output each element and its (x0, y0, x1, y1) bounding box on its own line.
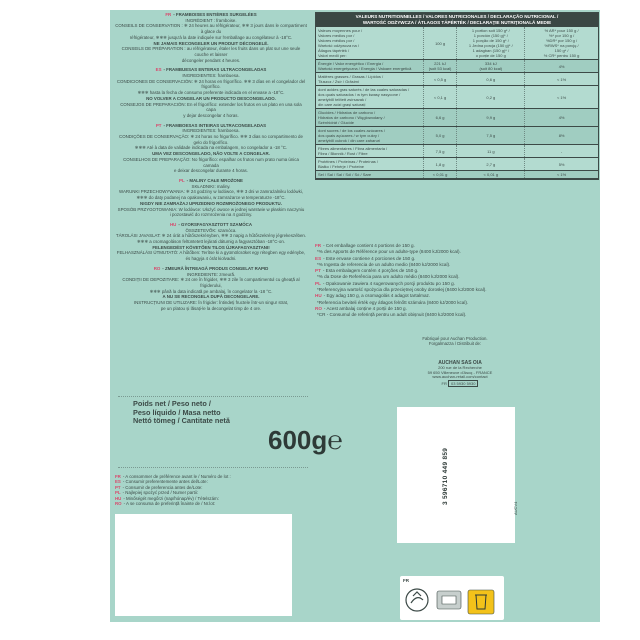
table-row (316, 86, 598, 109)
product-title: - FRAMBUESAS ENTERAS ULTRACONGELADAS (163, 67, 267, 73)
emb-code: FR 03 5930 5930 (400, 382, 520, 387)
ri-value: 8% (525, 127, 598, 145)
note-line: PL - Opakowanie zawiera 4 sugerowanych porcji produktu po 150 g. (315, 280, 455, 286)
per100-value: 6,6 g (423, 109, 457, 127)
lang-code: FR (165, 12, 172, 17)
ri-value: 5% (525, 158, 598, 171)
lang-code: PL (179, 177, 185, 183)
per100-value: 221 kJ (soit 53 kcal) (423, 60, 457, 73)
distributor-address: AUCHAN SAS OIA 200 rue de la Recherche 59 650 Villeneuve d'Ascq - FRANCE www.auchan-retail.com/contact FR 03 5930 5930 (400, 361, 520, 387)
preparation-text: FELHASZNÁLÁSI ÚTMUTATÓ: A hűtőben: Terítse ki a gyümölcsöket egy rétegben egy edénybe, (116, 250, 306, 256)
nutrition-header: VALEURS NUTRITIONNELLES / VALORES NUTRICIONALES / DECLARAÇÃO NUTRICIONAL / WARTOŚĆ ODŻYWCZA / ÁTLAGOS TÁPÉRTÉK / DECLARAȚIE NUTRIȚIONALĂ MEDIE (316, 13, 598, 27)
conservation-text: CONSEILS DE CONSERVATION : ❄ 24 heures au réfrigérateur, ❄❄ 3 jours dans le compartiment à glace du (115, 23, 307, 35)
row-label: Fibres alimentaires / Fibra alimentaria / Fibra / Błonnik / Rost / Fibre (316, 145, 423, 158)
lot-line: ES - Consumir preferentemente antes del/Lote: (115, 479, 208, 485)
conservation-text: CONDICIONES DE CONSERVACIÓN: ❄ 24 horas en frigorífico. ❄❄ 3 días en el congelador del frigorífico. (116, 78, 306, 90)
net-weight-label: Nettó tömeg / Cantitate netă (133, 416, 230, 425)
conservation-text: WARUNKI PRZECHOWYWANIA: ❄ 24 godziny w lodówce, ❄❄ 3 dni w zamrażalniku lodówki, (119, 189, 303, 195)
lot-line: RO - A se consuma de preferință înainte de / Nr.lot: (115, 501, 216, 507)
row-label: Glucides / Hidratos de carbono / Hidratos de carbono / Węglowodany / Szénhidrát / Glucide (316, 109, 423, 127)
recycling-info (400, 576, 504, 620)
weight-number: 600g (268, 425, 328, 455)
contact-url: www.auchan-retail.com/contact (432, 374, 488, 380)
product-title: - MALINY CAŁE MROŻONE (186, 177, 243, 183)
table-row (316, 145, 598, 158)
per100-value: < 0,1 g (423, 86, 457, 109)
row-label: dont acides gras saturés / de las cuales saturadas / dos quais saturados / w tym kwasy nasycone / amelyből telített zsírsavak / din care acizi grași saturați (316, 86, 423, 109)
ingredients: INGREDIENTES: frambuesa. (182, 73, 240, 79)
conservation-warning: NIGDY NIE ZAMRAŻAJ UPRZEDNIO ROZMROŻONEGO PRODUKTU. (140, 200, 282, 206)
net-weight-value (268, 425, 343, 456)
note-line: HU - Egy adag 150 g, a csomagolás 4 adagot tartalmaz. (315, 293, 431, 299)
ingredients: SKŁADNIKI: maliny. (191, 183, 231, 189)
recycle-country: FR (403, 578, 409, 583)
conservation-text: ❄❄❄ a csomagoláson feltüntetett lejárati dátumig a fagyasztóban -18°C-on. (136, 239, 285, 245)
preparation-text: INSTRUCȚIUNI DE UTILIZARE: În frigider: Întindeți fructele într-un singur strat, (133, 300, 289, 306)
ingredients: INGREDIENTES: framboesa. (182, 128, 240, 134)
portion-value: < 0,01 g (457, 171, 525, 179)
note-line: *% da Dose de Referência para um adulto médio (8400 kJ/2000 kcal). (317, 274, 460, 280)
note-line: *Referencyjna wartość spożycia dla przeciętnej osoby dorosłej (8400 kJ/2000 kcal). (317, 287, 487, 293)
conservation-warning: UMA VEZ DESCONGELADO, NÃO VOLTE A CONGELAR. (152, 151, 270, 157)
distributor-name: AUCHAN SAS OIA (438, 360, 482, 366)
table-row (316, 73, 598, 86)
conservation-text: ❄❄❄ Até à data de validade indicada na embalagem, no congelador a -18 °C. (134, 145, 288, 151)
table-row (316, 127, 598, 145)
portion-value: 11 g (457, 145, 525, 158)
lang-code: ES (155, 67, 162, 73)
ri-value: < 1% (525, 86, 598, 109)
preparation-text: décongeler pendant 4 heures. (181, 57, 241, 63)
preparation-text: i pozostawić do rozmrożenia na 4 godziny. (169, 212, 253, 218)
note-line: *% des Apports de Référence pour un adulte-type (8400 kJ/2000 kcal). (317, 249, 461, 255)
ri-header: % AR* pour 150 g / %* por 150 g / %DR* por 150 g / %RWS* na porcję / 150 g* / % CR* pentru 150 g (525, 27, 598, 60)
barcode-number: 3 596710 449 859 (442, 447, 449, 505)
date-print-area (115, 514, 292, 616)
manufacturer-info: Fabriqué pour Auchan Production. Forgalmazza / Distribuit de: (422, 336, 488, 347)
ingredients: ÖSSZETEVŐK: szamóca. (185, 227, 237, 233)
section-pt (115, 123, 307, 174)
ri-value: 4% (525, 60, 598, 73)
note-line: ES - Este envase contiene 4 porciones de 150 g. (315, 255, 416, 261)
product-title: - GYORSFAGYASZTOTT SZAMÓCA (178, 221, 252, 227)
lang-code: RO (153, 265, 161, 271)
note-line: RO - Acest ambalaj conține 4 porții de 150 g. (315, 305, 407, 311)
note-line: *CR - Consumul de referință pentru un adult obișnuit (8400 kJ/2000 kcal). (317, 312, 467, 318)
note-line: *% Ingesta de referencia de un adulto medio (8400 kJ/2000 kcal). (317, 261, 451, 267)
section-fr (115, 12, 307, 63)
conservation-text: ❄❄❄ hasta la fecha de consumo preferente indicada en el envase a -18°C. (137, 90, 285, 96)
portion-notes (315, 243, 599, 319)
row-label: Protéines / Proteínas / Proteínas / Białko / Fehérje / Proteine (316, 158, 423, 171)
note-line: PT - Esta embalagem contém 4 porções de 150 g. (315, 268, 419, 274)
net-weight-label: Poids net / Peso neto / (133, 399, 211, 408)
portion-value: 9,9 g (457, 109, 525, 127)
ri-value: < 1% (525, 171, 598, 179)
preparation-text: és hagyja 4 órát kiolvadni. (185, 256, 237, 262)
per100-value: 7,5 g (423, 145, 457, 158)
product-title: - FRAMBOESAS INTEIRAS ULTRACONGELADAS (163, 122, 267, 128)
row-label: dont sucres / de los cuales azúcares / dos quais açúcares / w tym cukry / amelyből cukrok / din care zaharuri (316, 127, 423, 145)
lot-line: FR - A consommer de préférence avant le / Numéro de lot : (115, 474, 231, 479)
conservation-text: réfrigérateur, ❄❄❄ jusqu'à la date indiquée sur l'emballage au congélateur à -18°C. (129, 34, 293, 40)
preparation-text: CONSELHOS DE PREPARAÇÃO: No frigorífico: espalhar os frutos num prato numa única camada (123, 156, 299, 168)
ri-value: - (525, 145, 598, 158)
section-es (115, 67, 307, 118)
preparation-text: CONSEJOS DE PREPARACIÓN: En el frigorífico: extender los frutos en un plato en una sola capa (120, 101, 302, 113)
conservation-text: CONDIȚII DE DEPOZITARE: ❄ 24 ore în frigider, ❄❄ 3 zile în compartimentul cu gheață al frigiderului, (122, 277, 300, 288)
preparation-text: SPOSÓB PRZYGOTOWANIA: W lodówce: Ułożyć owoce w jednej warstwie w płaskim naczyniu (117, 206, 305, 212)
conservation-text: ❄❄❄ do daty podanej na opakowaniu, w zamrażarce w temperaturze -18°C. (136, 195, 286, 201)
portion-value: 0,2 g (457, 86, 525, 109)
ri-value: < 1% (525, 73, 598, 86)
per100-value: 1,8 g (423, 158, 457, 171)
table-row (316, 109, 598, 127)
per100-header: 100 g (423, 27, 457, 60)
conservation-warning: A NU SE RECONGELA DUPĂ DECONGELARE. (162, 294, 260, 300)
product-info-column (115, 12, 307, 315)
conservation-warning: NE JAMAIS RECONGELER UN PRODUIT DÉCONGELÉ. (153, 40, 269, 46)
product-title: - ZMEURĂ ÎNTREAGĂ PRODUS CONGELAT RAPID (162, 265, 269, 271)
portion-value: 0,6 g (457, 73, 525, 86)
section-hu (115, 222, 307, 262)
conservation-text: ❄❄❄ până la data indicată pe ambalaj, în congelator la -18 °C. (149, 288, 273, 294)
note-line: FR - Cet emballage contient 4 portions de 150 g. (315, 243, 415, 248)
barcode-area (397, 407, 515, 543)
portion-header: 1 portion soit 150 g* / 1 porción (150 g)* / 1 porção de 150 g* / 1 Jedna porcja (150 g)* / 1 adagban (150 g)* / o porție de 150 g (457, 27, 525, 60)
lang-code: PT (155, 122, 162, 128)
conservation-warning: FELENGEDÉST KÖVETŐEN TILOS ÚJRAFAGYASZTANI! (152, 244, 270, 250)
lot-info (115, 474, 305, 506)
conservation-text: TÁROLÁSI JAVASLAT: ❄ 24 órát a hűtőszekrényben, ❄❄ 3 napig a hűtőszekrény jégrekeszében. (115, 233, 307, 239)
net-weight-labels (133, 400, 230, 426)
net-weight-label: Peso líquido / Masa netto (133, 407, 221, 417)
portion-value: 7,5 g (457, 127, 525, 145)
note-line: *Referencia beviteli érték egy átlagos felnőtt számára (8400 kJ/2000 kcal). (317, 299, 469, 305)
lang-code: HU (169, 221, 177, 227)
nutrition-table (315, 12, 599, 180)
row-label: Énergie / Valor energético / Energia / Wartość energetyczna / Energia / Valoare energetică (316, 60, 423, 73)
ingredients: INGREDIENTE: zmeură. (186, 271, 236, 277)
lot-line: HU - Minőségét megőrzi (nap/hónap/év) / Tételszám: (115, 495, 219, 501)
preparation-text: CONSEILS DE PRÉPARATION : au réfrigérateur, étaler les fruits dans un plat sur une seule couche et laisser (121, 46, 301, 57)
row-label: Valeurs moyennes pour / Valores medios por / Valores médios por / Wartość odżywcza na / Átlagos tápérték / Valori medii per: (316, 27, 423, 60)
nutrition-grid (316, 27, 598, 179)
table-row (316, 171, 598, 179)
version-code: AUCV4 (513, 501, 518, 515)
preparation-text: pe un platou și lăsați-le la decongelat timp de 4 ore. (160, 305, 262, 311)
lot-line: PL - Najlepiej spożyć przed / Numer partii: (115, 490, 199, 496)
portion-value: 2,7 g (457, 158, 525, 171)
lot-line: PT - Consumir de preferencia antes de/Lote: (115, 484, 203, 490)
per100-value: < 0,01 g (423, 171, 457, 179)
preparation-text: y dejar descongelar 4 horas. (183, 112, 239, 118)
per100-value: 5,0 g (423, 127, 457, 145)
section-ro (115, 266, 307, 312)
table-row (316, 27, 598, 60)
ri-value: 4% (525, 109, 598, 127)
row-label: Sel / Sal / Sal / Sól / Só / Sare (316, 171, 423, 179)
per100-value: < 0,5 g (423, 73, 457, 86)
ingredients: INGRÉDIENT : framboise. (185, 17, 237, 23)
table-row (316, 60, 598, 73)
net-weight-block (118, 396, 343, 468)
estimated-sign: ℮ (327, 425, 343, 455)
section-pl (115, 178, 307, 218)
preparation-text: e deixar descongelar durante 4 horas. (174, 168, 248, 174)
table-row (316, 158, 598, 171)
product-title: - FRAMBOISES ENTIÈRES SURGELÉES (173, 12, 257, 17)
conservation-warning: NO VOLVER A CONGELAR UN PRODUCTO DESCONGELADO. (146, 95, 276, 101)
triman-icon (400, 576, 504, 620)
conservation-text: CONDIÇÕES DE CONSERVAÇÃO: ❄ 24 horas no frigorífico. ❄❄ 3 dias no compartimento de gelo do frigorífico. (119, 134, 303, 145)
portion-value: 334 kJ (soit 80 kcal) (457, 60, 525, 73)
row-label: Matières grasses / Grasas / Lípidos / Tłuszcz / Zsír / Grăsimi (316, 73, 423, 86)
